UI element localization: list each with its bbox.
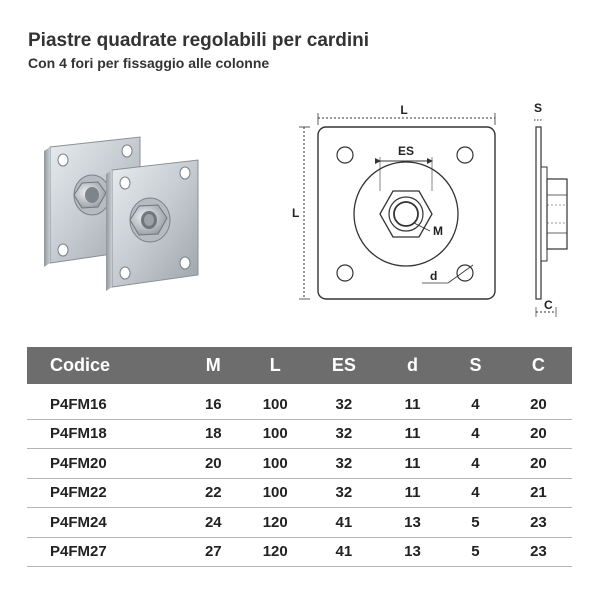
- cell-c: 21: [505, 478, 572, 508]
- cell-d: 11: [379, 419, 446, 449]
- page-title: Piastre quadrate regolabili per cardini: [28, 30, 370, 51]
- spec-table: [27, 347, 572, 567]
- cell-d: 13: [379, 537, 446, 567]
- label-es: ES: [397, 144, 415, 158]
- label-d: d: [430, 269, 438, 283]
- col-header-l: L: [242, 347, 309, 387]
- label-m: M: [433, 224, 443, 238]
- cell-s: 5: [446, 537, 505, 567]
- cell-m: 27: [185, 537, 242, 567]
- cell-codice: P4FM22: [27, 478, 185, 508]
- table-row: [27, 537, 572, 567]
- col-header-m: M: [185, 347, 242, 387]
- cell-es: 41: [309, 537, 379, 567]
- product-photo: [30, 135, 210, 300]
- col-header-es: ES: [309, 347, 379, 387]
- cell-es: 32: [309, 449, 379, 479]
- cell-m: 16: [185, 387, 242, 419]
- cell-c: 20: [505, 449, 572, 479]
- front-plate: [106, 160, 198, 291]
- cell-l: 100: [242, 419, 309, 449]
- cell-s: 4: [446, 449, 505, 479]
- cell-l: 100: [242, 449, 309, 479]
- cell-es: 32: [309, 387, 379, 419]
- table-row: [27, 478, 572, 508]
- table-row: [27, 508, 572, 538]
- cell-es: 32: [309, 419, 379, 449]
- cell-codice: P4FM24: [27, 508, 185, 538]
- label-l-width: L: [400, 103, 408, 117]
- col-header-codice: Codice: [27, 347, 185, 387]
- col-header-c: C: [505, 347, 572, 387]
- cell-d: 11: [379, 387, 446, 419]
- cell-d: 13: [379, 508, 446, 538]
- cell-codice: P4FM16: [27, 387, 185, 419]
- cell-l: 100: [242, 387, 309, 419]
- cell-m: 24: [185, 508, 242, 538]
- label-l-height: L: [292, 206, 300, 220]
- side-view: [534, 101, 567, 317]
- page-subtitle: Con 4 fori per fissaggio alle colonne: [28, 55, 270, 71]
- cell-s: 4: [446, 387, 505, 419]
- cell-d: 11: [379, 478, 446, 508]
- table-header-row: [27, 347, 572, 387]
- cell-codice: P4FM27: [27, 537, 185, 567]
- cell-c: 23: [505, 508, 572, 538]
- table-row: [27, 449, 572, 479]
- cell-s: 5: [446, 508, 505, 538]
- cell-codice: P4FM18: [27, 419, 185, 449]
- cell-s: 4: [446, 478, 505, 508]
- cell-c: 23: [505, 537, 572, 567]
- cell-s: 4: [446, 419, 505, 449]
- cell-es: 32: [309, 478, 379, 508]
- cell-codice: P4FM20: [27, 449, 185, 479]
- cell-m: 22: [185, 478, 242, 508]
- label-c: C: [544, 298, 553, 312]
- cell-l: 120: [242, 508, 309, 538]
- cell-d: 11: [379, 449, 446, 479]
- cell-c: 20: [505, 387, 572, 419]
- cell-m: 20: [185, 449, 242, 479]
- front-view: [292, 103, 495, 299]
- cell-c: 20: [505, 419, 572, 449]
- cell-l: 100: [242, 478, 309, 508]
- table-row: [27, 387, 572, 419]
- technical-drawing: [290, 95, 580, 325]
- cell-m: 18: [185, 419, 242, 449]
- col-header-s: S: [446, 347, 505, 387]
- col-header-d: d: [379, 347, 446, 387]
- cell-es: 41: [309, 508, 379, 538]
- label-s: S: [534, 101, 543, 115]
- table-row: [27, 419, 572, 449]
- cell-l: 120: [242, 537, 309, 567]
